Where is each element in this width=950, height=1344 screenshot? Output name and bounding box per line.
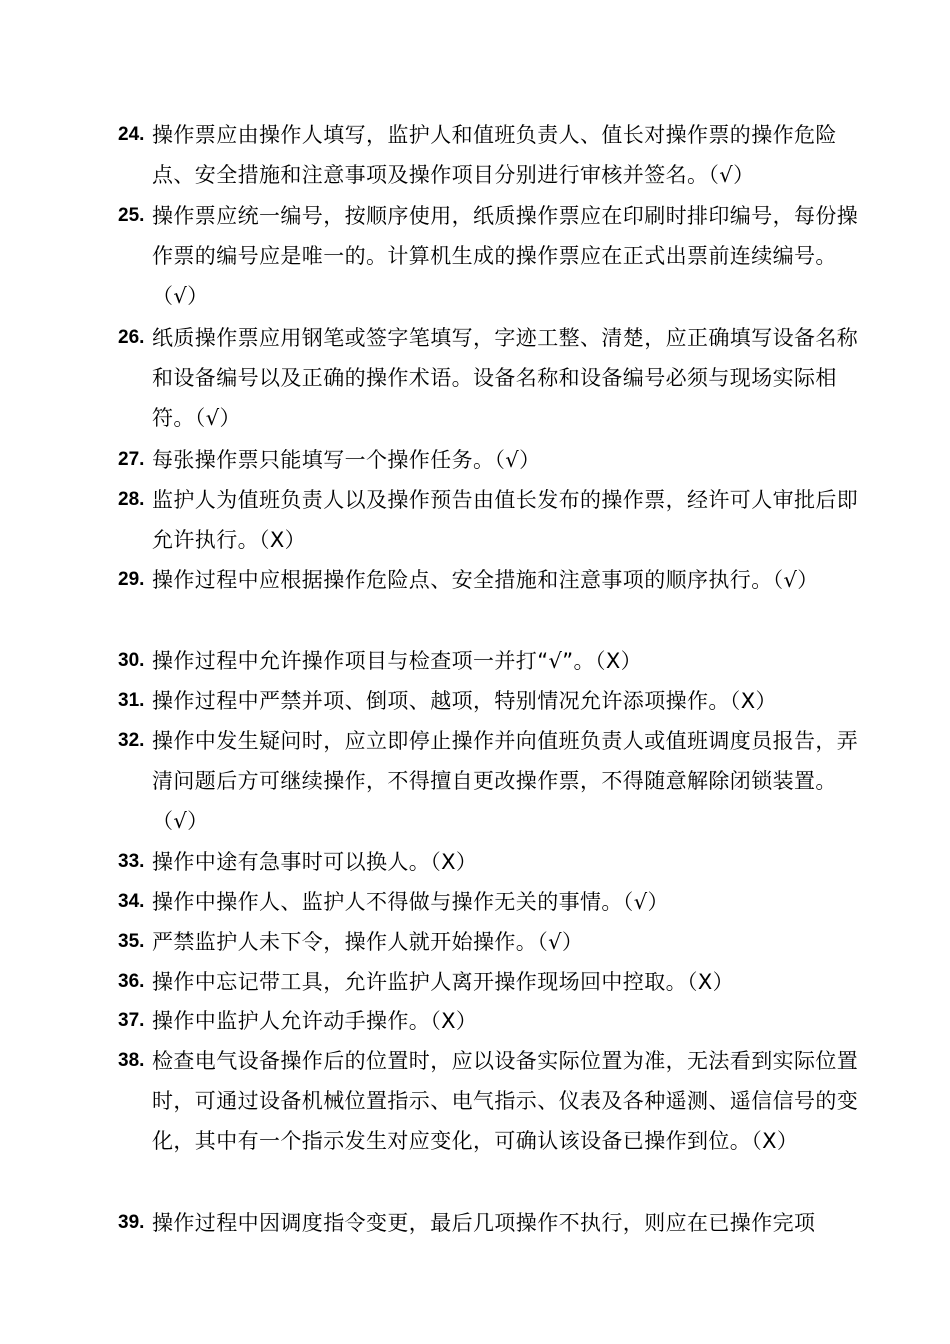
item-text: 严禁监护人未下令，操作人就开始操作。（√） — [152, 930, 584, 954]
item-text: 操作过程中严禁并项、倒项、越项，特别情况允许添项操作。（X） — [152, 689, 777, 713]
item-number: 29. — [118, 569, 145, 590]
list-item — [118, 1001, 863, 1041]
list-item — [118, 480, 863, 560]
item-number: 37. — [118, 1010, 145, 1031]
item-number: 26. — [118, 327, 145, 348]
item-number: 34. — [118, 891, 145, 912]
item-text: 操作中操作人、监护人不得做与操作无关的事情。（√） — [152, 890, 669, 914]
list-item — [118, 721, 863, 841]
item-text: 操作中监护人允许动手操作。（X） — [152, 1009, 478, 1033]
list-item — [118, 842, 863, 882]
list-item — [118, 560, 863, 600]
item-text: 检查电气设备操作后的位置时，应以设备实际位置为准，无法看到实际位置时，可通过设备机械位置指示、电气指示、仪表及各种遥测、遥信信号的变化，其中有一个指示发生对应变化，可确认该设备已操作到位。（X） — [152, 1049, 859, 1153]
item-number: 36. — [118, 971, 145, 992]
item-number: 30. — [118, 650, 145, 671]
list-item — [118, 681, 863, 721]
list-item — [118, 440, 863, 480]
item-text: 监护人为值班负责人以及操作预告由值长发布的操作票，经许可人审批后即允许执行。（X） — [152, 488, 859, 552]
item-number: 27. — [118, 449, 145, 470]
item-text: 操作中忘记带工具，允许监护人离开操作现场回中控取。（X） — [152, 970, 735, 994]
list-item — [118, 1203, 863, 1243]
item-text: 操作中途有急事时可以换人。（X） — [152, 850, 478, 874]
item-number: 28. — [118, 489, 145, 510]
item-number: 31. — [118, 690, 145, 711]
item-number: 25. — [118, 205, 145, 226]
item-text: 操作过程中应根据操作危险点、安全措施和注意事项的顺序执行。（√） — [152, 568, 819, 592]
list-item — [118, 882, 863, 922]
item-number: 35. — [118, 931, 145, 952]
list-item — [118, 1041, 863, 1161]
item-text: 操作过程中因调度指令变更，最后几项操作不执行，则应在已操作完项 — [152, 1211, 816, 1235]
list-item — [118, 962, 863, 1002]
item-number: 39. — [118, 1212, 145, 1233]
list-item — [118, 196, 863, 316]
item-number: 24. — [118, 124, 145, 145]
list-item — [118, 922, 863, 962]
item-text: 操作票应统一编号，按顺序使用，纸质操作票应在印刷时排印编号，每份操作票的编号应是唯一的。计算机生成的操作票应在正式出票前连续编号。（√） — [152, 204, 859, 308]
list-item — [118, 115, 863, 195]
item-number: 32. — [118, 730, 145, 751]
item-text: 操作过程中允许操作项目与检查项一并打“√”。（X） — [152, 649, 643, 673]
item-text: 操作中发生疑问时，应立即停止操作并向值班负责人或值班调度员报告，弄清问题后方可继续操作，不得擅自更改操作票，不得随意解除闭锁装置。（√） — [152, 729, 859, 833]
item-text: 纸质操作票应用钢笔或签字笔填写，字迹工整、清楚，应正确填写设备名称和设备编号以及正确的操作术语。设备名称和设备编号必须与现场实际相符。（√） — [152, 326, 859, 430]
item-number: 38. — [118, 1050, 145, 1071]
list-item — [118, 318, 863, 438]
list-item — [118, 641, 863, 681]
item-number: 33. — [118, 851, 145, 872]
item-text: 操作票应由操作人填写，监护人和值班负责人、值长对操作票的操作危险点、安全措施和注意事项及操作项目分别进行审核并签名。（√） — [152, 123, 837, 187]
item-text: 每张操作票只能填写一个操作任务。（√） — [152, 448, 541, 472]
